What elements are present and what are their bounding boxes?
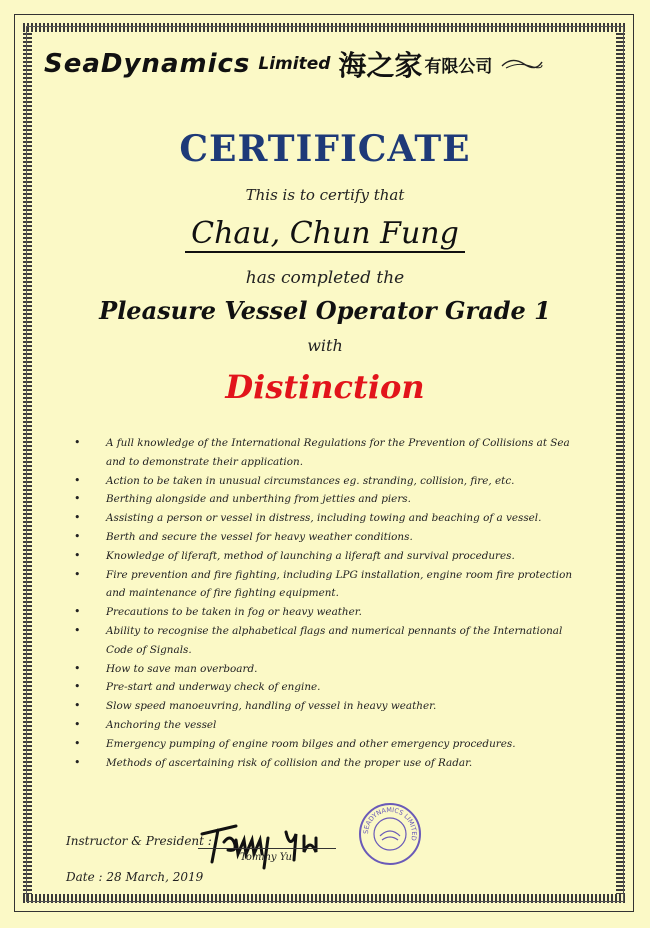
recipient-name [0,216,650,251]
company-seal [358,802,422,866]
issue-date: Date : 28 March, 2019 [66,870,204,884]
brand-chinese: 海之家 [338,49,423,82]
skills-list [70,434,588,772]
grade-distinction: Distinction [225,368,425,406]
skill-item: • Slow speed manoeuvring, handling of vessel in heavy weather. [70,697,588,716]
skill-item: • Knowledge of liferaft, method of launching a liferaft and survival procedures. [70,547,588,566]
skill-item: • Ability to recognise the alphabetical flags and numerical pennants of the International Code of Signals. [70,622,588,660]
with-line: with [307,336,343,355]
skill-item: • Methods of ascertaining risk of collision and the proper use of Radar. [70,754,588,773]
signature [196,812,346,874]
recipient-name-text: Chau, Chun Fung [185,216,465,253]
brand-suffix: Limited [258,54,331,74]
completed-line: has completed the [245,268,405,288]
signatory-label: Instructor & President : [66,834,212,848]
skill-item: • Emergency pumping of engine room bilges and other emergency procedures. [70,735,588,754]
seal-text: SEADYNAMICS LIMITED [361,805,419,842]
course-name: Pleasure Vessel Operator Grade 1 [99,296,551,325]
skill-item: • Anchoring the vessel [70,716,588,735]
skill-item: • Pre-start and underway check of engine. [70,678,588,697]
skill-item: • Berth and secure the vessel for heavy weather conditions. [70,528,588,547]
skill-item: • Precautions to be taken in fog or heavy weather. [70,603,588,622]
skill-item: • Fire prevention and fire fighting, including LPG installation, engine room fire protection and maintenance of fire fighting equipment. [70,566,588,604]
brand-chinese-suffix: 有限公司 [424,56,493,77]
signature-line [198,848,336,849]
skill-item: • Berthing alongside and unberthing from jetties and piers. [70,490,588,509]
skill-item: • How to save man overboard. [70,660,588,679]
certificate-title: CERTIFICATE [179,128,471,170]
company-header [44,40,614,88]
ship-wave-icon [500,54,544,74]
skill-item: • Assisting a person or vessel in distress, including towing and beaching of a vessel. [70,509,588,528]
certify-line: This is to certify that [245,186,405,204]
skill-item: • Action to be taken in unusual circumstances eg. stranding, collision, fire, etc. [70,472,588,491]
skill-item: • A full knowledge of the International Regulations for the Prevention of Collisions at Sea and to demonstrate their application. [70,434,588,472]
brand-name: SeaDynamics [44,49,251,79]
signatory-name: Tommy Yu [240,852,292,863]
